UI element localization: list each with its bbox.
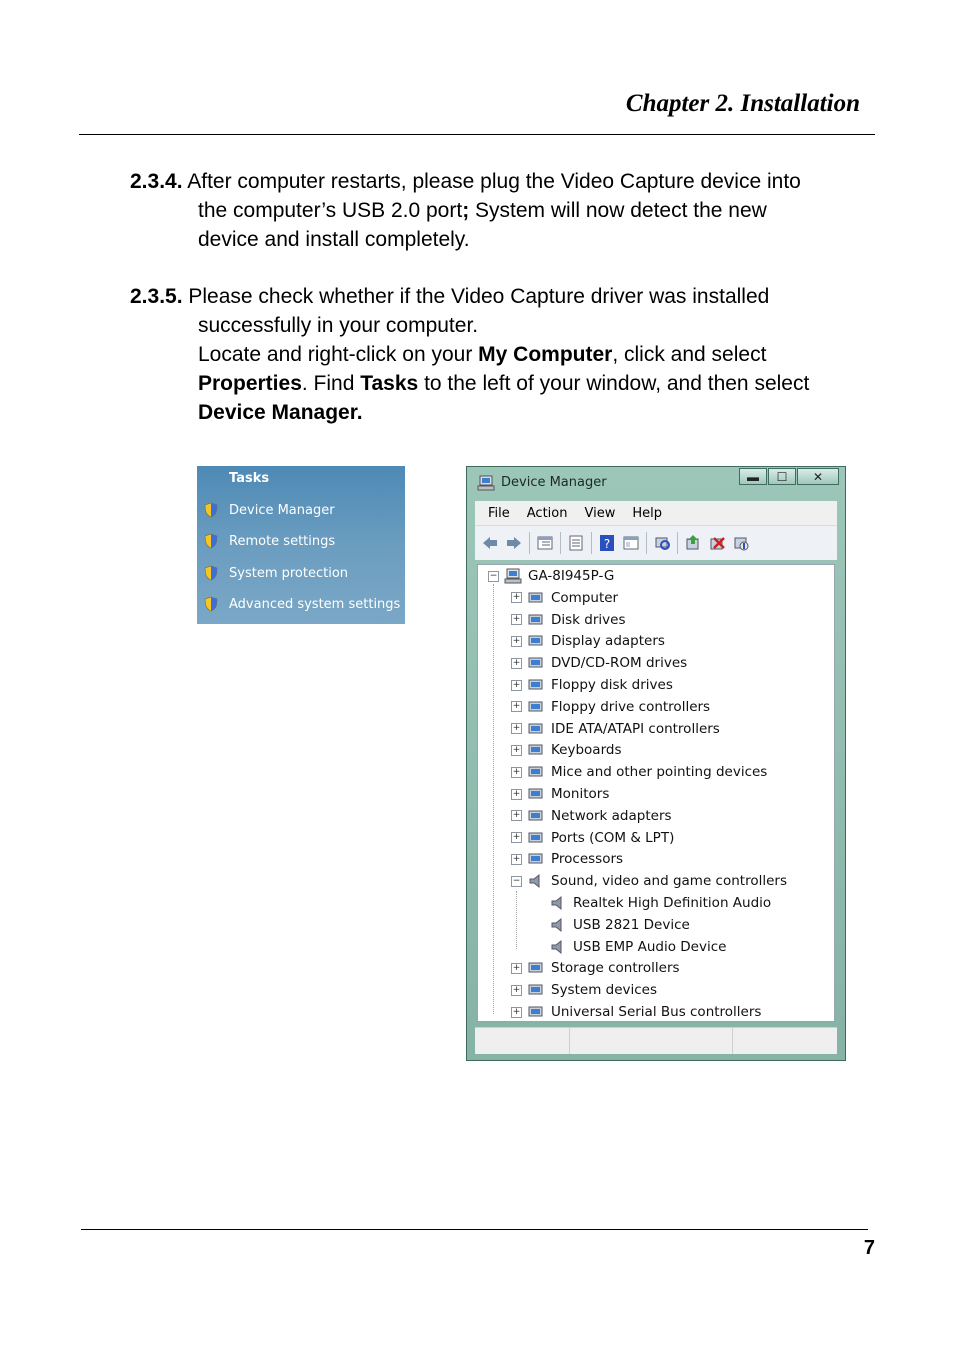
tree-category[interactable] bbox=[511, 783, 609, 805]
expand-toggle[interactable]: + bbox=[512, 592, 521, 603]
dvd-drive-icon bbox=[527, 655, 545, 671]
tree-label: Monitors bbox=[551, 786, 610, 802]
step-number: 2.3.4. bbox=[130, 170, 183, 193]
tasks-header: Tasks bbox=[229, 471, 270, 486]
toolbar-separator bbox=[646, 532, 647, 554]
storage-controller-icon bbox=[527, 960, 545, 976]
window-title: Device Manager bbox=[501, 475, 607, 490]
expand-toggle[interactable]: + bbox=[512, 701, 521, 712]
menu-file[interactable]: File bbox=[488, 505, 510, 521]
tree-device[interactable] bbox=[534, 936, 726, 958]
system-devices-icon bbox=[527, 982, 545, 998]
shield-icon bbox=[203, 502, 219, 518]
tree-category[interactable] bbox=[511, 609, 626, 631]
tree-label: USB 2821 Device bbox=[573, 916, 690, 933]
tree-category[interactable] bbox=[511, 805, 672, 827]
maximize-button[interactable]: ☐ bbox=[768, 468, 796, 485]
tree-category[interactable] bbox=[511, 1001, 761, 1023]
tree-line bbox=[516, 891, 517, 949]
tree-view-icon[interactable] bbox=[536, 534, 554, 552]
tree-label: Floppy disk drives bbox=[551, 677, 673, 693]
task-label: Remote settings bbox=[229, 533, 336, 549]
device-manager-window bbox=[466, 466, 846, 1061]
expand-toggle[interactable]: + bbox=[512, 614, 521, 625]
step-text: the computer’s USB 2.0 port bbox=[198, 199, 463, 222]
speaker-icon bbox=[549, 939, 567, 955]
step-text: device and install completely. bbox=[198, 228, 470, 251]
toolbar-separator bbox=[677, 532, 678, 554]
tree-label: Storage controllers bbox=[551, 960, 680, 977]
header-rule bbox=[79, 134, 875, 135]
expand-toggle[interactable]: + bbox=[512, 788, 521, 799]
close-button[interactable]: ✕ bbox=[797, 468, 839, 485]
expand-toggle[interactable]: + bbox=[512, 853, 521, 864]
tree-device[interactable] bbox=[534, 892, 771, 914]
usb-controller-icon bbox=[527, 1004, 545, 1020]
expand-toggle[interactable]: + bbox=[512, 635, 521, 646]
tree-device[interactable] bbox=[534, 914, 690, 936]
step-text: , click and select bbox=[612, 343, 767, 366]
expand-toggle[interactable]: + bbox=[512, 810, 521, 821]
tasks-label: Tasks bbox=[360, 372, 419, 395]
tree-label: Universal Serial Bus controllers bbox=[551, 1004, 762, 1020]
svg-text:?: ? bbox=[603, 537, 611, 551]
tree-label: USB EMP Audio Device bbox=[573, 938, 727, 955]
mouse-icon bbox=[527, 764, 545, 780]
tree-label: Disk drives bbox=[551, 611, 626, 628]
expand-toggle[interactable]: + bbox=[512, 723, 521, 734]
step-2-3-5 bbox=[130, 282, 890, 427]
tree-category[interactable] bbox=[511, 979, 657, 1001]
my-computer-label: My Computer bbox=[478, 343, 613, 366]
speaker-icon bbox=[549, 895, 567, 911]
scan-hardware-icon[interactable] bbox=[653, 534, 671, 552]
step-text: . Find bbox=[301, 372, 361, 395]
network-adapter-icon bbox=[527, 808, 545, 824]
step-text: Please check whether if the Video Capture driver was installed bbox=[182, 285, 770, 308]
tasks-panel bbox=[197, 466, 405, 624]
step-number: 2.3.5. bbox=[130, 285, 183, 308]
disk-drive-icon bbox=[527, 612, 545, 628]
uninstall-icon[interactable] bbox=[708, 534, 726, 552]
toolbar-separator bbox=[560, 532, 561, 554]
collapse-toggle[interactable]: − bbox=[512, 875, 521, 886]
step-text: to the left of your window, and then select bbox=[418, 372, 810, 395]
console-icon[interactable] bbox=[622, 534, 640, 552]
update-driver-icon[interactable] bbox=[684, 534, 702, 552]
processor-icon bbox=[527, 851, 545, 867]
computer-icon bbox=[527, 590, 545, 606]
help-icon[interactable] bbox=[598, 534, 616, 552]
menu-help[interactable]: Help bbox=[632, 505, 662, 521]
floppy-drive-icon bbox=[527, 677, 545, 693]
shield-icon bbox=[203, 596, 219, 612]
tree-label: Floppy drive controllers bbox=[551, 698, 711, 715]
task-label: Advanced system settings bbox=[229, 596, 401, 612]
status-pane bbox=[570, 1028, 733, 1054]
tree-label: DVD/CD-ROM drives bbox=[551, 655, 688, 672]
menu-bar bbox=[475, 501, 837, 525]
task-label: Device Manager bbox=[229, 502, 335, 518]
device-manager-label: Device Manager. bbox=[198, 401, 363, 424]
display-adapter-icon bbox=[527, 633, 545, 649]
step-text: successfully in your computer. bbox=[198, 314, 479, 337]
ide-controller-icon bbox=[527, 721, 545, 737]
tree-label: Keyboards bbox=[551, 742, 622, 759]
tree-category[interactable] bbox=[511, 652, 687, 674]
toolbar-separator bbox=[529, 532, 530, 554]
tree-root[interactable] bbox=[488, 565, 614, 587]
expand-toggle[interactable]: + bbox=[512, 962, 521, 973]
tree-line bbox=[493, 584, 494, 1014]
step-text: Locate and right-click on your bbox=[198, 343, 479, 366]
tree-label: Ports (COM & LPT) bbox=[551, 829, 675, 846]
properties-icon[interactable] bbox=[567, 534, 585, 552]
toolbar bbox=[475, 525, 837, 560]
minimize-button[interactable]: ▬ bbox=[739, 468, 767, 485]
tree-category[interactable] bbox=[511, 674, 673, 696]
tree-label: Processors bbox=[551, 851, 624, 868]
tree-category[interactable] bbox=[511, 696, 710, 718]
task-device-manager[interactable] bbox=[203, 498, 335, 522]
expand-toggle[interactable]: + bbox=[512, 1006, 521, 1017]
tree-label: Display adapters bbox=[551, 633, 665, 650]
collapse-toggle[interactable]: − bbox=[489, 570, 498, 581]
expand-toggle[interactable]: + bbox=[512, 766, 521, 777]
tree-category[interactable] bbox=[511, 761, 767, 783]
toolbar-separator bbox=[591, 532, 592, 554]
port-icon bbox=[527, 830, 545, 846]
tree-label: GA-8I945P-G bbox=[528, 568, 615, 584]
shield-icon bbox=[203, 533, 219, 549]
forward-arrow-icon[interactable] bbox=[505, 534, 523, 552]
device-tree bbox=[477, 564, 835, 1022]
tree-category[interactable] bbox=[511, 957, 680, 979]
speaker-icon bbox=[549, 917, 567, 933]
tree-label: IDE ATA/ATAPI controllers bbox=[551, 720, 720, 737]
computer-icon bbox=[504, 568, 522, 584]
tree-category[interactable] bbox=[511, 718, 720, 740]
speaker-icon bbox=[527, 873, 545, 889]
menu-action[interactable]: Action bbox=[526, 505, 568, 521]
tree-category[interactable] bbox=[511, 739, 622, 761]
task-advanced-system-settings[interactable] bbox=[203, 592, 400, 616]
tree-label: Realtek High Definition Audio bbox=[573, 895, 772, 911]
tree-category[interactable] bbox=[511, 848, 623, 870]
status-bar bbox=[475, 1027, 837, 1054]
properties-label: Properties bbox=[198, 372, 302, 395]
device-manager-icon bbox=[477, 474, 495, 492]
tree-category[interactable] bbox=[511, 870, 787, 892]
status-pane bbox=[475, 1028, 570, 1054]
task-system-protection[interactable] bbox=[203, 561, 348, 585]
footer-rule bbox=[81, 1229, 868, 1230]
page-number: 7 bbox=[863, 1237, 875, 1259]
tree-label: System devices bbox=[551, 982, 658, 999]
menu-view[interactable]: View bbox=[584, 505, 616, 521]
tree-category[interactable] bbox=[511, 587, 618, 609]
window-controls bbox=[738, 468, 839, 485]
floppy-controller-icon bbox=[527, 699, 545, 715]
expand-toggle[interactable]: + bbox=[512, 744, 521, 755]
chapter-heading: Chapter 2. Installation bbox=[625, 90, 860, 117]
expand-toggle[interactable]: + bbox=[512, 832, 521, 843]
expand-toggle[interactable]: + bbox=[512, 679, 521, 690]
tree-category[interactable] bbox=[511, 630, 665, 652]
monitor-icon bbox=[527, 786, 545, 802]
step-2-3-4 bbox=[130, 167, 890, 254]
task-remote-settings[interactable] bbox=[203, 529, 335, 553]
expand-toggle[interactable]: + bbox=[512, 657, 521, 668]
step-text: System will now detect the new bbox=[469, 199, 767, 222]
task-label: System protection bbox=[229, 565, 349, 581]
keyboard-icon bbox=[527, 742, 545, 758]
tree-category[interactable] bbox=[511, 827, 674, 849]
step-text-bold: ; bbox=[462, 199, 470, 222]
step-text: After computer restarts, please plug the Video Capture device into bbox=[182, 170, 801, 193]
back-arrow-icon[interactable] bbox=[481, 534, 499, 552]
tree-label: Network adapters bbox=[551, 807, 672, 824]
expand-toggle[interactable]: + bbox=[512, 984, 521, 995]
status-pane bbox=[733, 1028, 837, 1054]
shield-icon bbox=[203, 565, 219, 581]
tree-label: Sound, video and game controllers bbox=[551, 873, 787, 890]
disable-device-icon[interactable] bbox=[732, 534, 750, 552]
tree-label: Mice and other pointing devices bbox=[551, 764, 768, 781]
tree-label: Computer bbox=[551, 589, 619, 606]
